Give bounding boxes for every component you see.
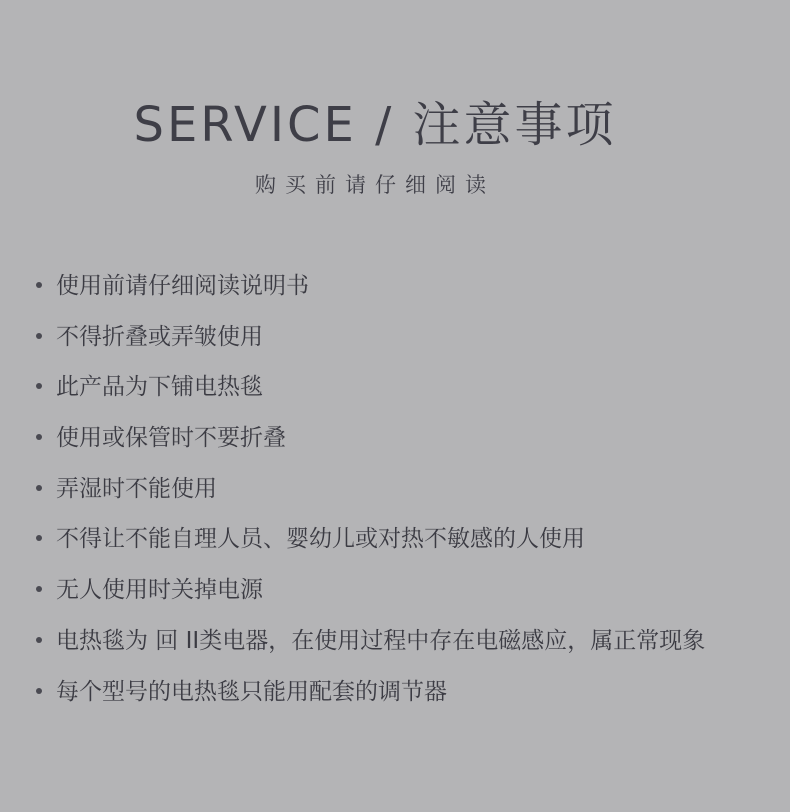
notice-text: 不得折叠或弄皱使用 [56, 323, 263, 350]
bullet-dot-icon [36, 586, 42, 592]
notice-item [36, 314, 705, 365]
notice-item [36, 263, 705, 314]
notice-item [36, 415, 705, 466]
notice-item [36, 567, 705, 618]
notice-text: 使用前请仔细阅读说明书 [56, 273, 309, 299]
bullet-dot-icon [36, 535, 42, 541]
bullet-dot-icon [36, 282, 42, 288]
bullet-dot-icon [36, 485, 42, 491]
bullet-dot-icon [36, 383, 42, 389]
bullet-dot-icon [36, 333, 42, 339]
notice-text: 使用或保管时不要折叠 [56, 425, 286, 452]
page-subtitle: 购买前请仔细阅读 [255, 173, 495, 197]
notice-text: 此产品为下铺电热毯 [56, 374, 263, 401]
page-title: SERVICE / 注意事项 [133, 97, 617, 153]
bullet-dot-icon [36, 637, 42, 643]
notice-list [36, 263, 705, 719]
notice-item [36, 364, 705, 415]
bullet-dot-icon [36, 688, 42, 694]
notice-text: 电热毯为 回 II类电器，在使用过程中存在电磁感应，属正常现象 [56, 627, 706, 654]
notice-item [36, 466, 705, 517]
notice-text: 不得让不能自理人员、婴幼儿或对热不敏感的人使用 [56, 526, 585, 553]
bullet-dot-icon [36, 434, 42, 440]
notice-item [36, 516, 705, 567]
notice-text: 无人使用时关掉电源 [56, 577, 263, 604]
notice-item [36, 669, 705, 720]
notice-text: 弄湿时不能使用 [56, 475, 217, 502]
notice-text: 每个型号的电热毯只能用配套的调节器 [56, 678, 447, 705]
notice-item [36, 618, 705, 669]
